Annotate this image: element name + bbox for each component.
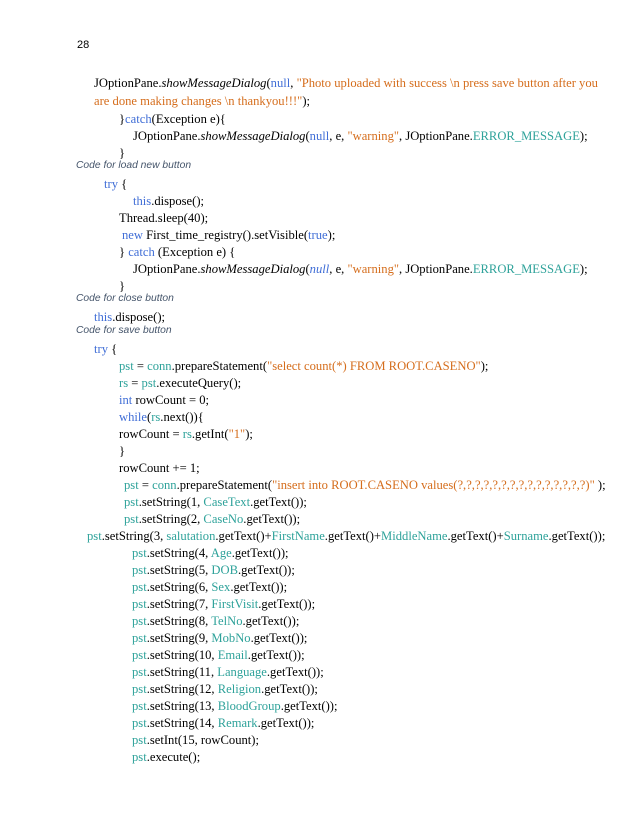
code-line: pst.setString(11, Language.getText()); [132,665,324,679]
code-line: } [119,444,126,458]
code-line: int rowCount = 0; [119,393,210,407]
code-line: pst.execute(); [132,750,201,764]
code-line: } [119,146,126,160]
code-line: pst.setString(3, salutation.getText()+FirstName.getText()+MiddleName.getText()+Surname.getText()); [87,529,606,543]
code-line: rowCount += 1; [119,461,200,475]
caption-close-button: Code for close button [76,293,174,304]
caption-load-new-button: Code for load new button [76,160,192,171]
code-line: pst = conn.prepareStatement("select count(*) FROM ROOT.CASENO"); [119,359,489,373]
code-line: this.dispose(); [133,194,205,208]
code-line: pst.setString(10, Email.getText()); [132,648,305,662]
page-number: 28 [77,39,90,51]
code-line: try { [94,342,118,356]
code-line: pst.setString(13, BloodGroup.getText()); [132,699,338,713]
code-line: JOptionPane.showMessageDialog(null, e, "warning", JOptionPane.ERROR_MESSAGE); [133,129,588,143]
code-line: pst.setString(2, CaseNo.getText()); [124,512,301,526]
code-line: pst.setString(4, Age.getText()); [132,546,289,560]
code-line: this.dispose(); [94,310,166,324]
code-line: pst.setString(9, MobNo.getText()); [132,631,308,645]
code-line: pst.setString(1, CaseText.getText()); [124,495,307,509]
caption-save-button: Code for save button [76,325,172,336]
code-line: } [119,279,126,293]
code-line: } catch (Exception e) { [119,245,236,259]
code-line: are done making changes \n thankyou!!!"); [94,94,311,108]
code-line: try { [104,177,128,191]
code-line: rs = pst.executeQuery(); [119,376,242,390]
code-line: }catch(Exception e){ [119,112,226,126]
code-line: pst.setString(7, FirstVisit.getText()); [132,597,316,611]
code-line: JOptionPane.showMessageDialog(null, e, "warning", JOptionPane.ERROR_MESSAGE); [133,262,588,276]
code-line: pst.setString(6, Sex.getText()); [132,580,288,594]
code-line: pst.setString(12, Religion.getText()); [132,682,318,696]
code-line: Thread.sleep(40); [119,211,209,225]
code-line: pst.setInt(15, rowCount); [132,733,259,747]
code-line: while(rs.next()){ [119,410,204,424]
code-line: rowCount = rs.getInt("1"); [119,427,253,441]
code-line: pst.setString(5, DOB.getText()); [132,563,295,577]
code-line: new First_time_registry().setVisible(true); [122,228,336,242]
code-line: pst.setString(14, Remark.getText()); [132,716,315,730]
code-line: JOptionPane.showMessageDialog(null, "Photo uploaded with success \n press save button after you [94,76,598,90]
code-line: pst.setString(8, TelNo.getText()); [132,614,300,628]
code-line: pst = conn.prepareStatement("insert into ROOT.CASENO values(?,?,?,?,?,?,?,?,?,?,?,?,?,?,?)" ); [124,478,606,492]
